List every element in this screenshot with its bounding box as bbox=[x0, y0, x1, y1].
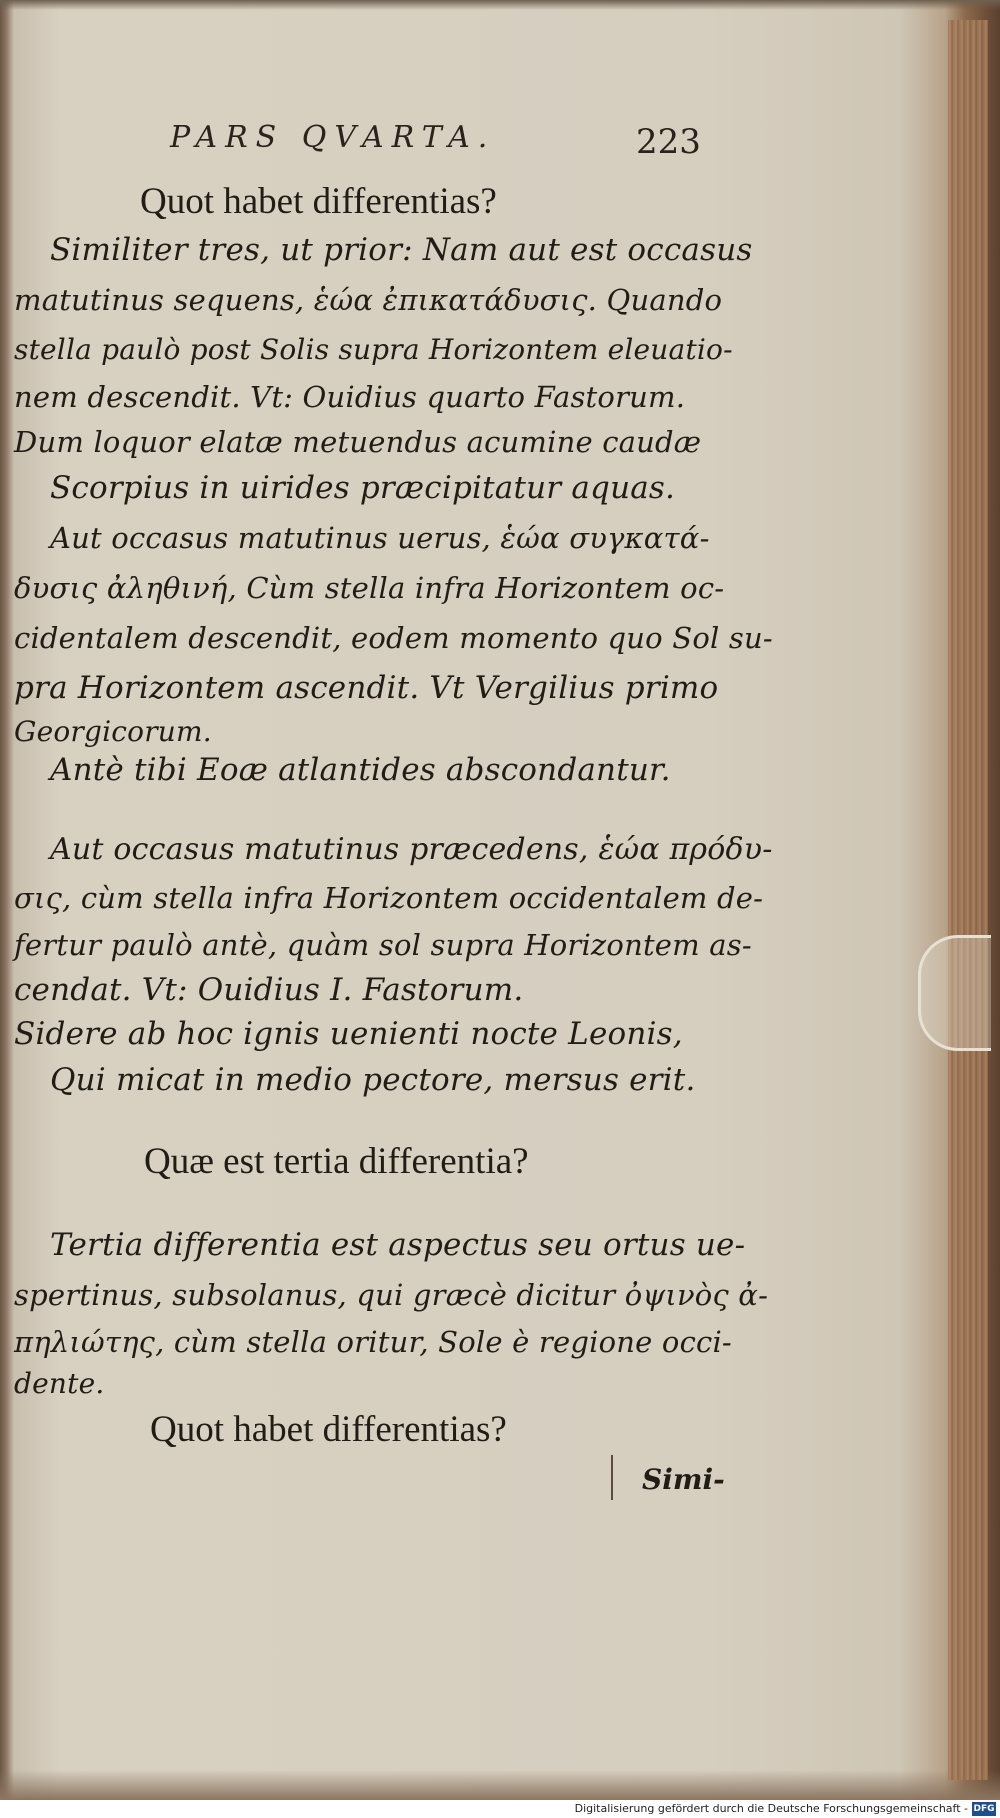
text-line: Qui micat in medio pectore, mersus erit. bbox=[50, 1062, 696, 1098]
footer-credit: Digitalisierung gefördert durch die Deutsche Forschungsgemeinschaft - bbox=[574, 1802, 968, 1815]
text-line: cendat. Vt: Ouidius I. Fastorum. bbox=[14, 972, 524, 1008]
text-line: πηλιώτης, cùm stella oritur, Sole è regione occi- bbox=[14, 1325, 732, 1359]
text-line: cidentalem descendit, eodem momento quo Sol su- bbox=[14, 621, 773, 655]
text-line: Tertia differentia est aspectus seu ortus ue- bbox=[50, 1227, 746, 1263]
text-line: spertinus, subsolanus, qui græcè dicitur ὀψινὸς ἀ- bbox=[14, 1278, 769, 1312]
question-heading: Quot habet differentias? bbox=[140, 181, 497, 222]
text-line: Antè tibi Eoæ atlantides abscondantur. bbox=[50, 752, 671, 788]
question-heading: Quæ est tertia differentia? bbox=[144, 1141, 529, 1182]
text-line: Georgicorum. bbox=[14, 715, 212, 748]
page-number: 223 bbox=[636, 122, 701, 162]
text-line: Aut occasus matutinus uerus, ἑώα συγκατά- bbox=[50, 521, 710, 555]
text-line: Scorpius in uirides præcipitatur aquas. bbox=[50, 470, 676, 506]
text-line: fertur paulò antè, quàm sol supra Horizontem as- bbox=[14, 928, 752, 962]
text-line: δυσις ἀληθινή, Cùm stella infra Horizontem oc- bbox=[14, 571, 725, 605]
text-line: stella paulò post Solis supra Horizontem eleuatio- bbox=[14, 333, 733, 366]
text-line: Sidere ab hoc ignis uenienti nocte Leonis, bbox=[14, 1016, 683, 1052]
text-line: matutinus sequens, ἑώα ἐπικατάδυσις. Quando bbox=[14, 283, 723, 317]
text-line: nem descendit. Vt: Ouidius quarto Fastorum. bbox=[14, 380, 686, 414]
footer-bar bbox=[0, 1800, 1000, 1818]
text-line: dente. bbox=[14, 1367, 105, 1400]
text-line: Dum loquor elatæ metuendus acumine caudæ bbox=[14, 425, 702, 459]
question-heading: Quot habet differentias? bbox=[150, 1409, 507, 1450]
running-head: PARS QVARTA. bbox=[170, 120, 496, 155]
text-line: Similiter tres, ut prior: Nam aut est occasus bbox=[50, 232, 753, 268]
catchword: Simi- bbox=[642, 1463, 725, 1496]
dfg-logo: DFG bbox=[973, 1804, 995, 1814]
text-line: pra Horizontem ascendit. Vt Vergilius primo bbox=[14, 670, 719, 706]
text-line: σις, cùm stella infra Horizontem occidentalem de- bbox=[14, 881, 764, 915]
text-line: Aut occasus matutinus præcedens, ἑώα πρόδυ- bbox=[50, 832, 773, 867]
margin-mark bbox=[611, 1455, 613, 1500]
